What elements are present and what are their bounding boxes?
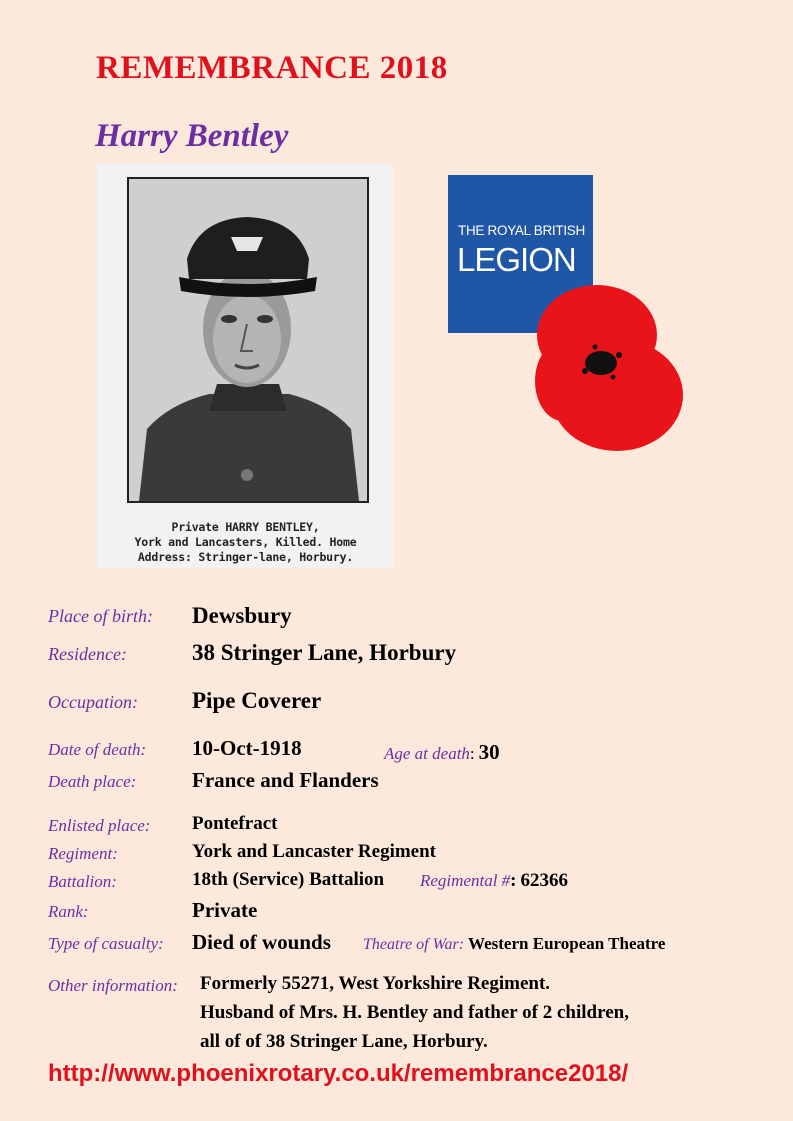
other-information-line: all of of 38 Stringer Lane, Horbury.: [200, 1031, 488, 1052]
logo-line-2: LEGION: [457, 241, 576, 278]
regimental-number-label: Regimental #: [420, 871, 511, 890]
enlisted-place-label: Enlisted place:: [48, 816, 151, 835]
death-place-value: France and Flanders: [192, 768, 379, 792]
residence-value: 38 Stringer Lane, Horbury: [192, 640, 457, 665]
date-of-death-label: Date of death:: [48, 740, 147, 759]
caption-line: Address: Stringer-lane, Horbury.: [137, 550, 354, 564]
rank-label: Rank:: [48, 902, 89, 921]
photo-caption: [97, 520, 394, 565]
regiment-label: Regiment:: [48, 844, 118, 863]
photo-frame: [127, 177, 369, 503]
other-information-label: Other information:: [48, 976, 178, 995]
place-of-birth-label: Place of birth:: [48, 606, 153, 626]
place-of-birth-value: Dewsbury: [192, 603, 292, 628]
battalion-label: Battalion:: [48, 872, 117, 891]
death-place-label: Death place:: [48, 772, 137, 791]
date-of-death-value: 10-Oct-1918: [192, 736, 302, 760]
regimental-number: [420, 870, 568, 892]
regimental-number-value: 62366: [520, 870, 568, 891]
battalion-value: 18th (Service) Battalion: [192, 869, 385, 890]
occupation-value: Pipe Coverer: [192, 688, 322, 713]
age-at-death: [384, 740, 500, 765]
rank-value: Private: [192, 898, 258, 922]
page-title: REMEMBRANCE 2018: [96, 50, 448, 86]
occupation-label: Occupation:: [48, 692, 138, 712]
regimental-number-colon: :: [510, 870, 517, 891]
residence-label: Residence:: [48, 644, 127, 664]
poppy-icon: [525, 283, 685, 455]
soldier-photo: [97, 164, 394, 568]
age-at-death-colon: :: [469, 744, 475, 763]
regiment-value: York and Lancaster Regiment: [192, 841, 437, 862]
website-link[interactable]: http://www.phoenixrotary.co.uk/remembrance2018/: [48, 1060, 629, 1087]
type-of-casualty-label: Type of casualty:: [48, 934, 164, 953]
portrait-image: [129, 179, 367, 501]
caption-line: Private HARRY BENTLEY,: [171, 520, 320, 534]
enlisted-place-value: Pontefract: [192, 813, 278, 834]
theatre-of-war-label: Theatre of War:: [363, 936, 465, 953]
caption-line: York and Lancasters, Killed. Home: [134, 535, 357, 549]
other-information-line: Formerly 55271, West Yorkshire Regiment.: [200, 973, 551, 994]
theatre-of-war-value: Western European Theatre: [468, 934, 666, 953]
type-of-casualty-value: Died of wounds: [192, 930, 331, 954]
logo-line-1: THE ROYAL BRITISH: [458, 223, 585, 238]
age-at-death-value: 30: [478, 740, 500, 764]
age-at-death-label: Age at death: [384, 744, 470, 763]
other-information-line: Husband of Mrs. H. Bentley and father of 2 children,: [200, 1002, 629, 1023]
soldier-name: Harry Bentley: [95, 118, 289, 154]
theatre-of-war: [363, 934, 665, 954]
